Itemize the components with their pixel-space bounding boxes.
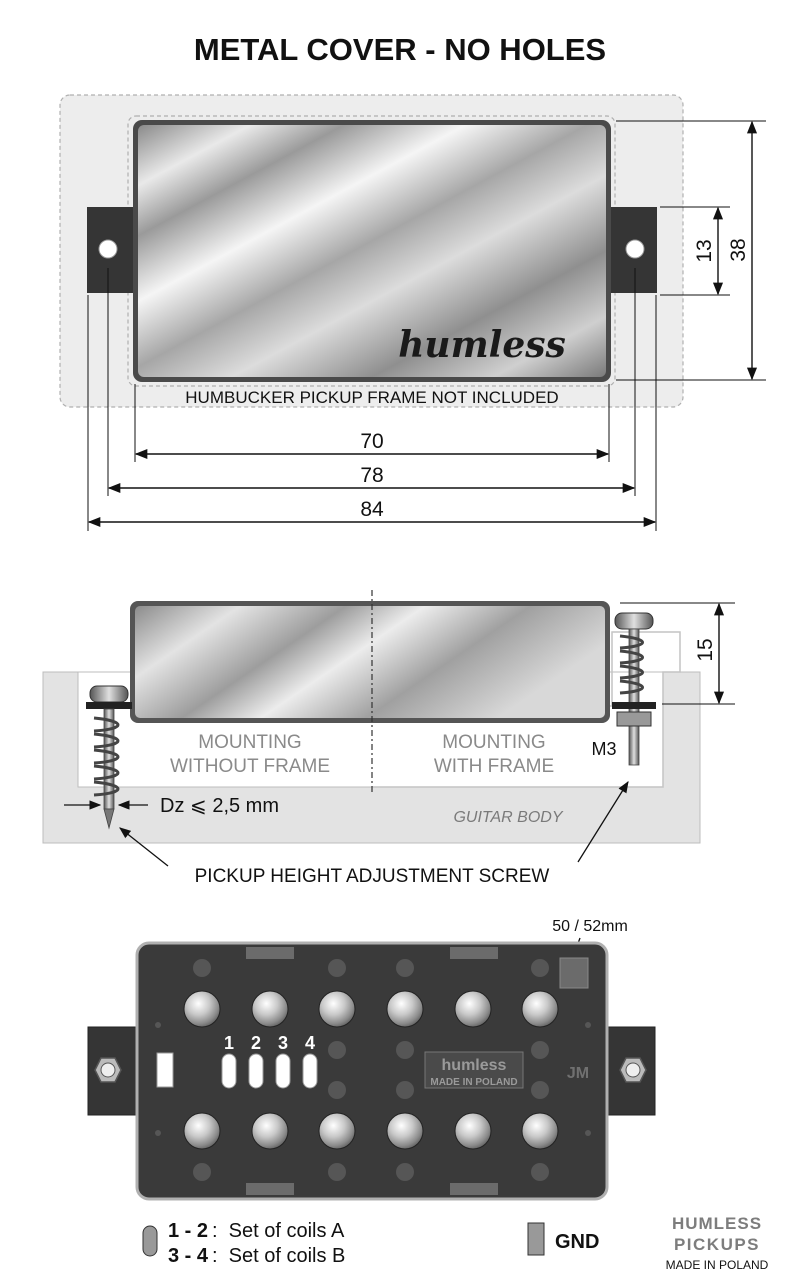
gnd-icon [528,1223,544,1255]
dim-70-label: 70 [360,430,384,453]
pad-number-4: 4 [304,1033,316,1053]
badge-line1: humless [441,1057,507,1074]
coils-a-range: 1 - 2 [168,1220,209,1242]
coil-pad-icon [143,1226,157,1256]
baseplate [137,943,607,1199]
pad-number-1: 1 [223,1033,235,1053]
mount-hole-right [626,240,644,258]
mount-hole-left [99,240,117,258]
cover-logo: humless [398,324,566,366]
brand-line2: PICKUPS [673,1235,761,1254]
nut-right [620,1058,646,1082]
side-view [43,590,735,887]
thread-label: M3 [591,739,617,759]
label-with-frame-1: MOUNTING [442,732,546,753]
initials: JM [566,1065,590,1082]
label-without-frame-1: MOUNTING [198,732,302,753]
dim-78-label: 78 [360,464,384,487]
pad-number-2: 2 [250,1033,262,1053]
frame-note: HUMBUCKER PICKUP FRAME NOT INCLUDED [185,388,559,407]
dim-13-label: 13 [693,239,716,263]
brand-line1: HUMLESS [671,1214,763,1233]
cover-side-face [135,606,605,718]
coils-b-range: 3 - 4 [168,1245,209,1267]
gnd-label: GND [555,1231,600,1253]
badge-line2: MADE IN POLAND [430,1077,518,1088]
size-label: 50 / 52mm [552,918,628,935]
coils-b-text: : Set of coils B [212,1245,346,1267]
nut-left [95,1058,121,1082]
dz-label: Dz ⩽ 2,5 mm [160,795,279,817]
dim-38-label: 38 [727,238,750,262]
label-with-frame-2: WITH FRAME [433,756,555,777]
bottom-view [88,918,655,1199]
coils-a-text: : Set of coils A [212,1220,345,1242]
brand-line3: MADE IN POLAND [665,1258,769,1272]
gnd-pad [560,958,588,988]
ground-rect [157,1053,173,1087]
dim-84-label: 84 [360,498,384,521]
legend [143,1214,769,1272]
dim-15-label: 15 [694,638,717,662]
top-view [60,95,766,531]
screw-caption: PICKUP HEIGHT ADJUSTMENT SCREW [194,866,550,887]
page-title: METAL COVER - NO HOLES [193,32,607,67]
pad-number-3: 3 [277,1033,289,1053]
guitar-body-label: GUITAR BODY [453,809,563,826]
label-without-frame-2: WITHOUT FRAME [169,756,331,777]
